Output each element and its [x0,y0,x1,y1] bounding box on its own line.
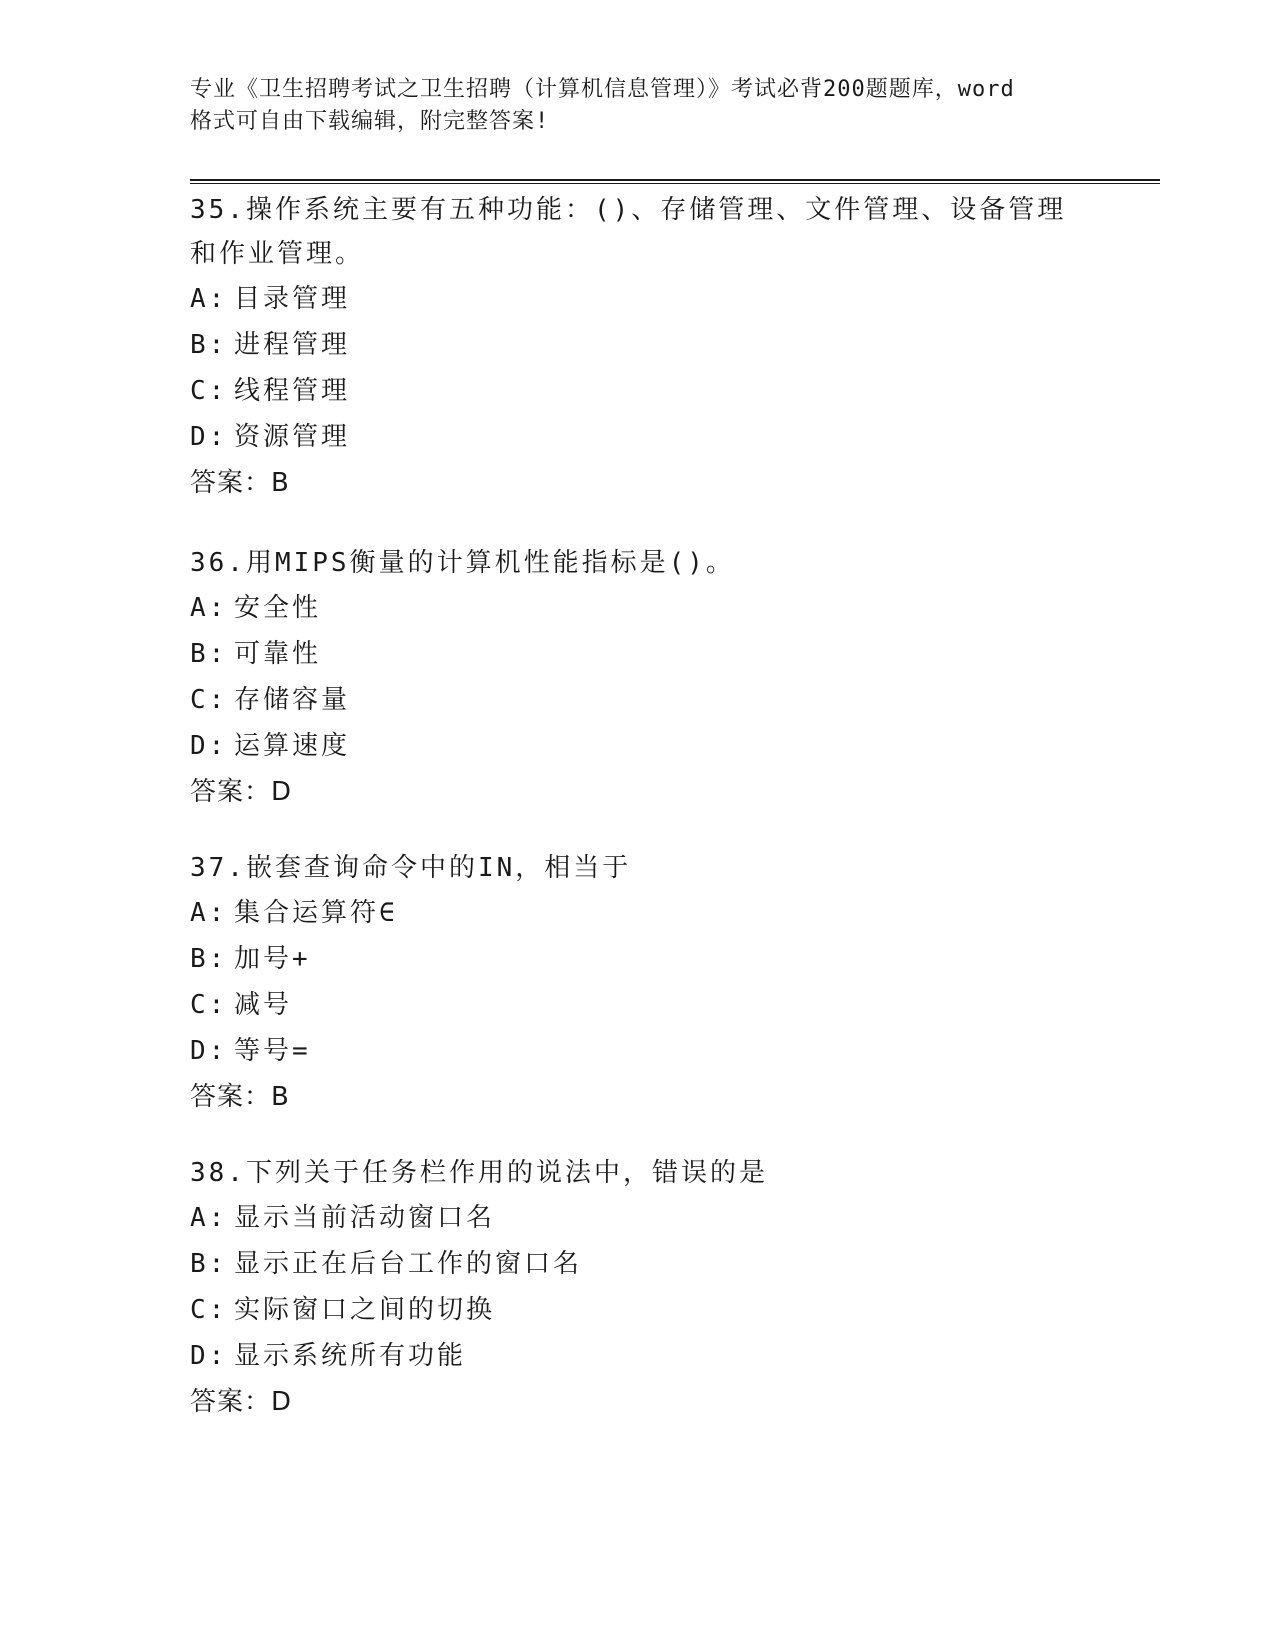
answer-line: 答案：B [190,1082,290,1112]
question-stem: 38.下列关于任务栏作用的说法中，错误的是 [190,1158,768,1188]
option-letter: B: [190,944,228,974]
option-text: 可靠性 [234,639,322,669]
option-letter: B: [190,1249,228,1279]
option-a [190,276,1090,322]
option-letter: A: [190,593,228,623]
option-d [190,414,1090,460]
option-text: 安全性 [234,593,322,623]
option-letter: A: [190,898,228,928]
option-d [190,723,1090,769]
header-line-2: 格式可自由下载编辑，附完整答案! [190,109,550,134]
option-text: 加号+ [234,944,311,974]
option-text: 显示系统所有功能 [234,1341,467,1371]
option-c [190,368,1090,414]
option-text: 显示当前活动窗口名 [234,1203,496,1233]
option-letter: D: [190,731,228,761]
option-letter: D: [190,1341,228,1371]
question-stem: 37.嵌套查询命令中的IN，相当于 [190,853,632,883]
option-c [190,1287,1090,1333]
option-text: 资源管理 [234,422,351,452]
option-text: 运算速度 [234,731,351,761]
option-letter: C: [190,990,228,1020]
option-b [190,1241,1090,1287]
option-a [190,1195,1090,1241]
option-letter: D: [190,1036,228,1066]
option-d [190,1333,1090,1379]
option-letter: C: [190,1295,228,1325]
option-d [190,1028,1090,1074]
answer-line: 答案：B [190,468,290,498]
option-text: 显示正在后台工作的窗口名 [234,1249,583,1279]
header-divider-thin [190,183,1160,184]
option-text: 实际窗口之间的切换 [234,1295,496,1325]
answer-line: 答案：D [190,777,293,807]
option-text: 目录管理 [234,284,351,314]
option-b [190,936,1090,982]
option-text: 集合运算符∈ [234,898,398,928]
option-letter: B: [190,639,228,669]
option-letter: C: [190,685,228,715]
question-38 [190,1151,1090,1425]
option-letter: A: [190,284,228,314]
option-letter: C: [190,376,228,406]
document-header [190,74,1090,138]
option-text: 存储容量 [234,685,351,715]
option-text: 线程管理 [234,376,351,406]
option-text: 减号 [234,990,293,1020]
question-36 [190,541,1090,815]
question-37 [190,846,1090,1120]
option-c [190,677,1090,723]
question-35 [190,188,1090,506]
option-b [190,322,1090,368]
question-stem: 36.用MIPS衡量的计算机性能指标是()。 [190,548,735,578]
header-line-1: 专业《卫生招聘考试之卫生招聘（计算机信息管理）》考试必背200题题库，word [190,77,1015,102]
answer-line: 答案：D [190,1387,293,1417]
option-letter: B: [190,330,228,360]
option-c [190,982,1090,1028]
question-stem: 35.操作系统主要有五种功能：()、存储管理、文件管理、设备管理和作业管理。 [190,195,1067,269]
option-b [190,631,1090,677]
option-text: 等号= [234,1036,311,1066]
header-divider-thick [190,179,1160,181]
option-text: 进程管理 [234,330,351,360]
option-letter: D: [190,422,228,452]
option-letter: A: [190,1203,228,1233]
option-a [190,585,1090,631]
option-a [190,890,1090,936]
